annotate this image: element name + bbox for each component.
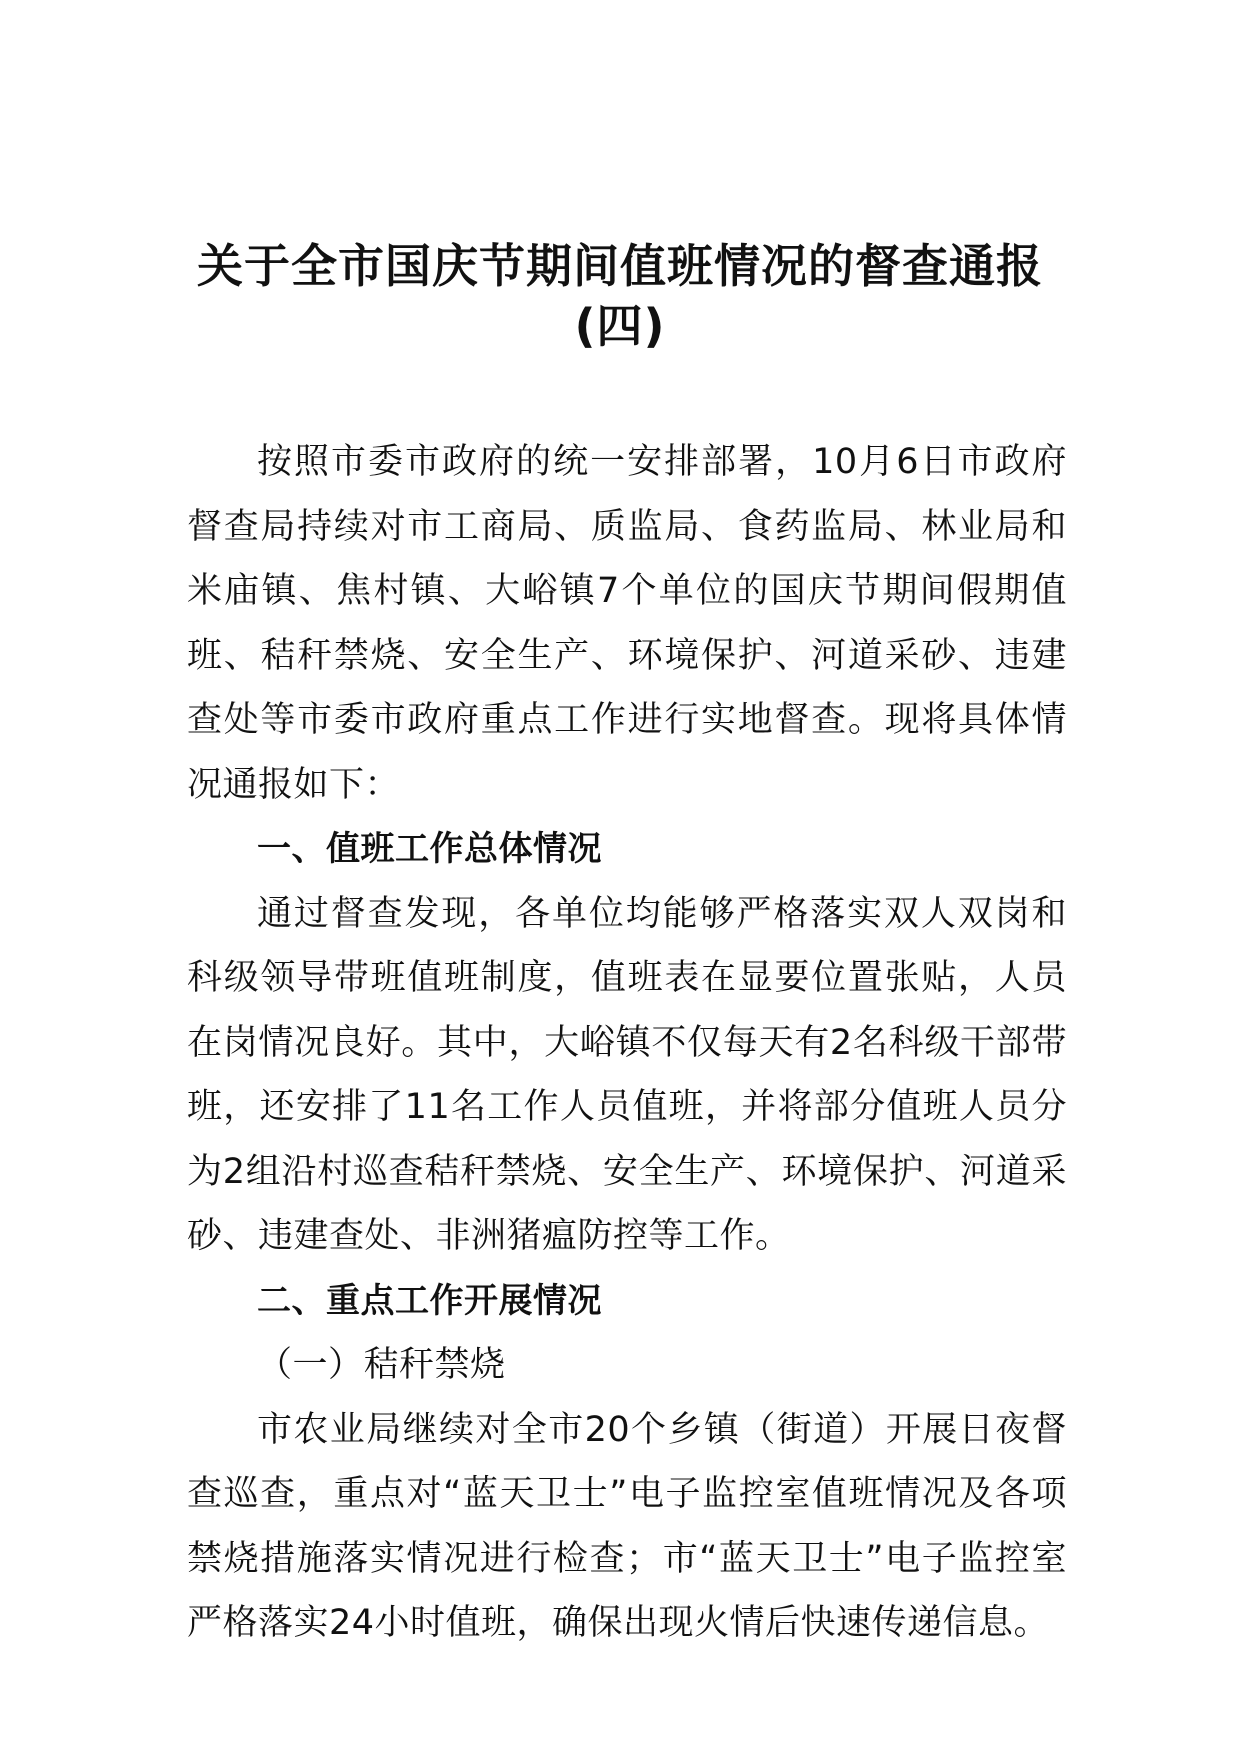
- section2-heading: 二、重点工作开展情况: [257, 1280, 602, 1321]
- section1-paragraph: 通过督查发现，各单位均能够严格落实双人双岗和科级领导带班值班制度，值班表在显要位置张贴，人员在岗情况良好。其中，大峪镇不仅每天有2名科级干部带班，还安排了11名工作人员值班，并将部分值班人员分为2组沿村巡查秸秆禁烧、安全生产、环境保护、河道采砂、违建查处、非洲猪瘟防控等工作。: [187, 893, 1067, 1256]
- intro-paragraph: 按照市委市政府的统一安排部署，10月6日市政府督查局持续对市工商局、质监局、食药监局、林业局和米庙镇、焦村镇、大峪镇7个单位的国庆节期间假期值班、秸秆禁烧、安全生产、环境保护、河道采砂、违建查处等市委市政府重点工作进行实地督查。现将具体情况通报如下：: [187, 442, 1067, 805]
- document-title-number: (四): [574, 299, 666, 353]
- document-title: 关于全市国庆节期间值班情况的督查通报: [197, 239, 1043, 293]
- section2-paragraph: 市农业局继续对全市20个乡镇（街道）开展日夜督查巡查，重点对“蓝天卫士”电子监控室值班情况及各项禁烧措施落实情况进行检查；市“蓝天卫士”电子监控室严格落实24小时值班，确保出现火情后快速传递信息。: [187, 1409, 1067, 1643]
- document-body: [187, 430, 1067, 1656]
- section1-heading: 一、值班工作总体情况: [257, 829, 602, 869]
- section2-subheading: （一）秸秆禁烧: [257, 1345, 506, 1385]
